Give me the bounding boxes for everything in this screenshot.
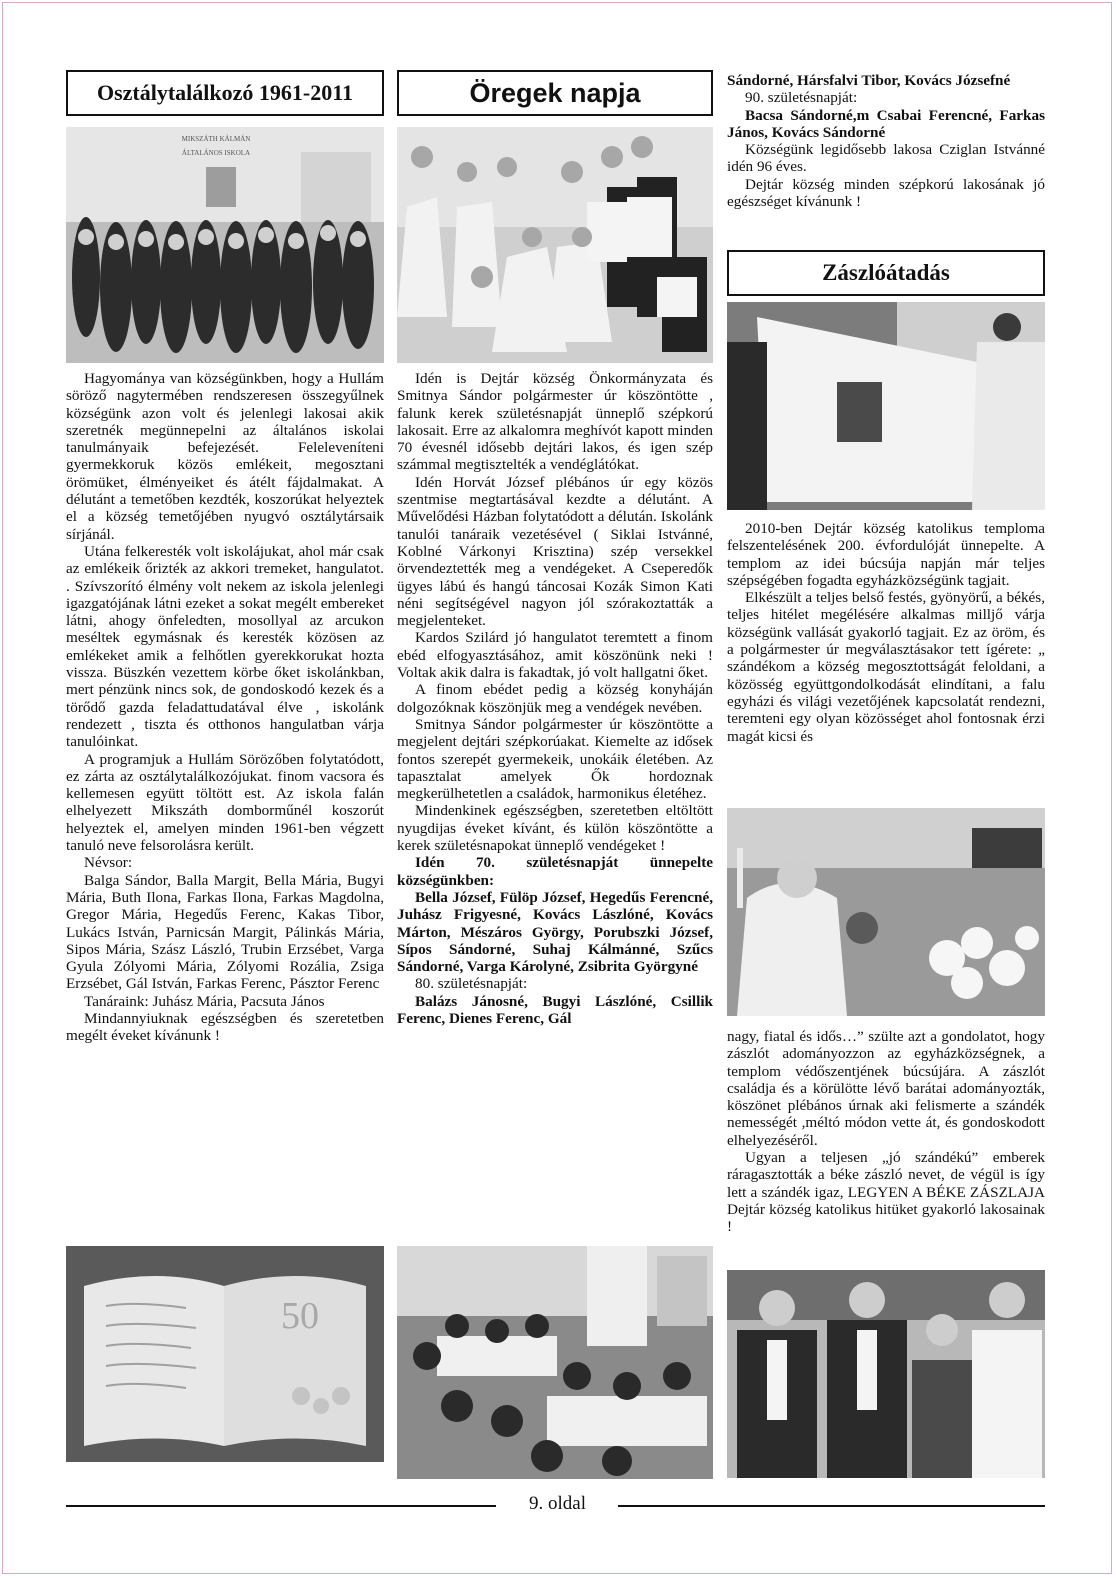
photo-priest-blessing bbox=[727, 808, 1045, 1016]
names-continued: Sándorné, Hársfalvi Tibor, Kovács Józsefné bbox=[727, 72, 1011, 89]
paragraph: nagy, fiatal és idős…” szülte azt a gondolatot, hogy zászlót adományozzon az egyházközségnek, a templom védőszentjének búcsújára. A zászlót családja és a körülötte lévő barátai adományozták, köszönet plébános úrnak aki felismerte a szándék nemességét ,méltó módon vette át, és gondoskodott elhelyezéséről. bbox=[727, 1028, 1045, 1149]
photo-class-reunion-group bbox=[66, 127, 384, 363]
page-number: 9. oldal bbox=[529, 1493, 586, 1514]
paragraph: Balga Sándor, Balla Margit, Bella Mária, Bugyi Mária, Buth Ilona, Farkas Ilona, Farkas Magdolna, Gregor Mária, Hegedűs Ferenc, Kakas Tibor, Lukács István, Parnicsán Margit, Pálinkás Mária, Sipos Mária, Szász László, Trubin Erzsébet, Varga Gyula Zólyomi Mária, Zólyomi Rozália, Zsiga Erzsébet, Gál István, Farkas Ferenc, Pásztor Ferenc bbox=[66, 871, 384, 993]
school-sign-line1: MIKSZÁTH KÁLMÁN bbox=[181, 135, 251, 143]
paragraph: Dejtár község minden szépkorú lakosának jó egészséget kívánunk ! bbox=[727, 175, 1045, 211]
paragraph: Idén is Dejtár község Önkormányzata és Smitnya Sándor polgármester úr köszöntötte , falunk kerek születésnapját ünneplő szépkorú lakosait. Erre az alkalomra meghívót kapott minden 70 évesnél idősebb dejtári lakos, és igen szép számmal megtisztelték a vendéglátókat. bbox=[397, 370, 713, 474]
paragraph: Smitnya Sándor polgármester úr köszöntötte a megjelent dejtári szépkorúakat. Kiemelte az idősek fontos szerepét gyermekeik, unokáik életében. Az tapasztalat amelyek Ők hordoznak megkerülhetetlen a családok, harmonikus életéhez. bbox=[397, 715, 713, 803]
paragraph: Idén Horvát József plébános úr egy közös szentmise megtartásával kezdte a délutánt. A Művelődési Házban folytatódott a délután. Iskolánk tanulói tanáraik vezetésével ( Siklai Istvánné, Koblné Várkonyi Krisztina) szép versekkel örvendeztették meg a vendégeket. A Cseperedők ügyes lábú és hangú táncosai Kozák Simon Kati néni segítségével nagyon jól szórakoztatták a megjelenteket. bbox=[397, 473, 713, 630]
photo-flag-unveiling bbox=[727, 302, 1045, 510]
school-sign-line2: ÁLTALÁNOS ISKOLA bbox=[181, 149, 251, 157]
paragraph-heading-70: Idén 70. születésnapját ünnepelte községünkben: bbox=[397, 854, 713, 889]
elders-day-article bbox=[397, 370, 713, 1027]
footer-rule-left bbox=[66, 1505, 496, 1507]
photo-children-performers bbox=[397, 127, 713, 363]
paragraph: Elkészült a teljes belső festés, gyönyörű, a békés, teljes hitélet megélésére alkalmas milljő várja községünk vallását gyakorló tagjait. Ez az öröm, és a polgármester úr megválasztásakor tett ígérete: „ szándékom a község megosztottságát feloldani, a közösség együttgondolkodását elindítani, a falu egyházi és világi vezetőjének kapcsolatát rendezni, teremteni egy olyan közösséget ahol fontosnak érzi magát kicsi és bbox=[727, 589, 1045, 745]
class-reunion-article bbox=[66, 370, 384, 1045]
paragraph: Mindenkinek egészségben, szeretetben eltöltött nyugdijas éveket kívánt, és külön köszöntötte a kerek születésnapokat ünneplő vendégeket ! bbox=[397, 802, 713, 855]
paragraph: A finom ebédet pedig a község konyháján dolgozóknak köszönjük meg a vendégek nevében. bbox=[397, 681, 713, 716]
footer-rule-right bbox=[618, 1505, 1045, 1507]
names-70th-birthday: Bella József, Fülöp József, Hegedűs Ferencné, Juhász Frigyesné, Kovács Lászlóné, Kovács Márton, Mészáros György, Porubszki József, Sípos Sándorné, Suhaj Kálmánné, Szűcs Sándorné, Varga Károlyné, Zsibrita Györgyné bbox=[397, 888, 713, 976]
paragraph: Községünk legidősebb lakosa Cziglan Istvánné idén 96 éves. bbox=[727, 141, 1045, 176]
title-flag-handover: Zászlóátadás bbox=[727, 250, 1045, 296]
paragraph: Tanáraink: Juhász Mária, Pacsuta János bbox=[84, 992, 325, 1010]
paragraph: Mindannyiuknak egészségben és szeretetben megélt éveket kívánunk ! bbox=[66, 1009, 384, 1045]
elders-day-continued bbox=[727, 72, 1045, 210]
paragraph: Utána felkeresték volt iskolájukat, ahol már csak az emlékeik őrizték az akkori tremeket, hangulatot. . Szívszorító élmény volt nekem az iskola jelenlegi igazgatójának látni ezeket a sokat megélt embereket látni, ahogy önfeledten, mosollyal az arcukon meséltek egymásnak és keresték közösen az emlékeket amik a felhőtlen gyerekkorukat hozta vissza. Büszkén vezettem körbe őket iskolánkban, mert pénzünk nincs sok, de gondoskodó kezek és a törődő gazda feladattudatával élve , iskolánk rendezett , tiszta és otthonos hangulatban várja tanulóinkat. bbox=[66, 542, 384, 751]
photo-elders-lunch bbox=[397, 1246, 713, 1479]
names-80th-birthday: Balázs Jánosné, Bugyi Lászlóné, Csillik Ferenc, Dienes Ferenc, Gál bbox=[397, 992, 713, 1027]
paragraph: Ugyan a teljesen „jó szándékú” emberek ráragasztották a béke zászló nevet, de végül is így lett a szándék igaz, LEGYEN A BÉKE ZÁSZLAJA Dejtár község katolikus hitüket gyakorló lakosainak ! bbox=[727, 1149, 1045, 1236]
paragraph-heading-90: 90. születésnapját: bbox=[745, 89, 858, 107]
paragraph: Névsor: bbox=[84, 854, 133, 872]
paragraph: A programjuk a Hullám Sörözőben folytatódott, ez zárta az osztálytalálkozójukat. finom vacsora és kellemesen együtt töltött est. Az iskola falán elhelyezett Mikszáth domborműnél koszorút helyeztek el, amelyen minden 1961-ben végzett tanuló neve felsorolásra került. bbox=[66, 750, 384, 855]
paragraph: Kardos Szilárd jó hangulatot teremtett a finom ebéd elfogyasztásához, amit köszönünk neki ! Voltak akik dalra is fakadtak, jó volt hallgatni őket. bbox=[397, 629, 713, 682]
title-elders-day: Öregek napja bbox=[397, 70, 713, 116]
paragraph-heading-80: 80. születésnapját: bbox=[415, 975, 528, 993]
flag-article-part1 bbox=[727, 520, 1045, 745]
names-90th-birthday: Bacsa Sándorné,m Csabai Ferencné, Farkas János, Kovács Sándorné bbox=[727, 106, 1045, 141]
flag-article-part2 bbox=[727, 1028, 1045, 1236]
photo-anniversary-cake bbox=[66, 1246, 384, 1462]
paragraph: 2010-ben Dejtár község katolikus temploma felszentelésének 200. évfordulóját ünnepelte. A templom az idei búcsúja napján már teljes szépségében fogadta egyházközségünk tagjait. bbox=[727, 520, 1045, 589]
photo-officials-group bbox=[727, 1270, 1045, 1478]
paragraph: Hagyománya van községünkben, hogy a Hullám söröző nagytermében rendszeresen összegyűlnek községünk azon volt és jelenlegi lakosai akik szeretnék megünnepelni az általános iskolai tanulmányaik befejezését. Feleleveníteni gyermekkoruk közös emlékeit, megosztani örömüket, élményeiket és átélt fájdalmakat. A délutánt a temetőben kezdték, koszorúkat helyeztek el a község temetőjében nyugvó osztálytársaik sírjánál. bbox=[66, 370, 384, 543]
title-class-reunion: Osztálytalálkozó 1961-2011 bbox=[66, 70, 384, 116]
cake-number: 50 bbox=[281, 1295, 319, 1337]
